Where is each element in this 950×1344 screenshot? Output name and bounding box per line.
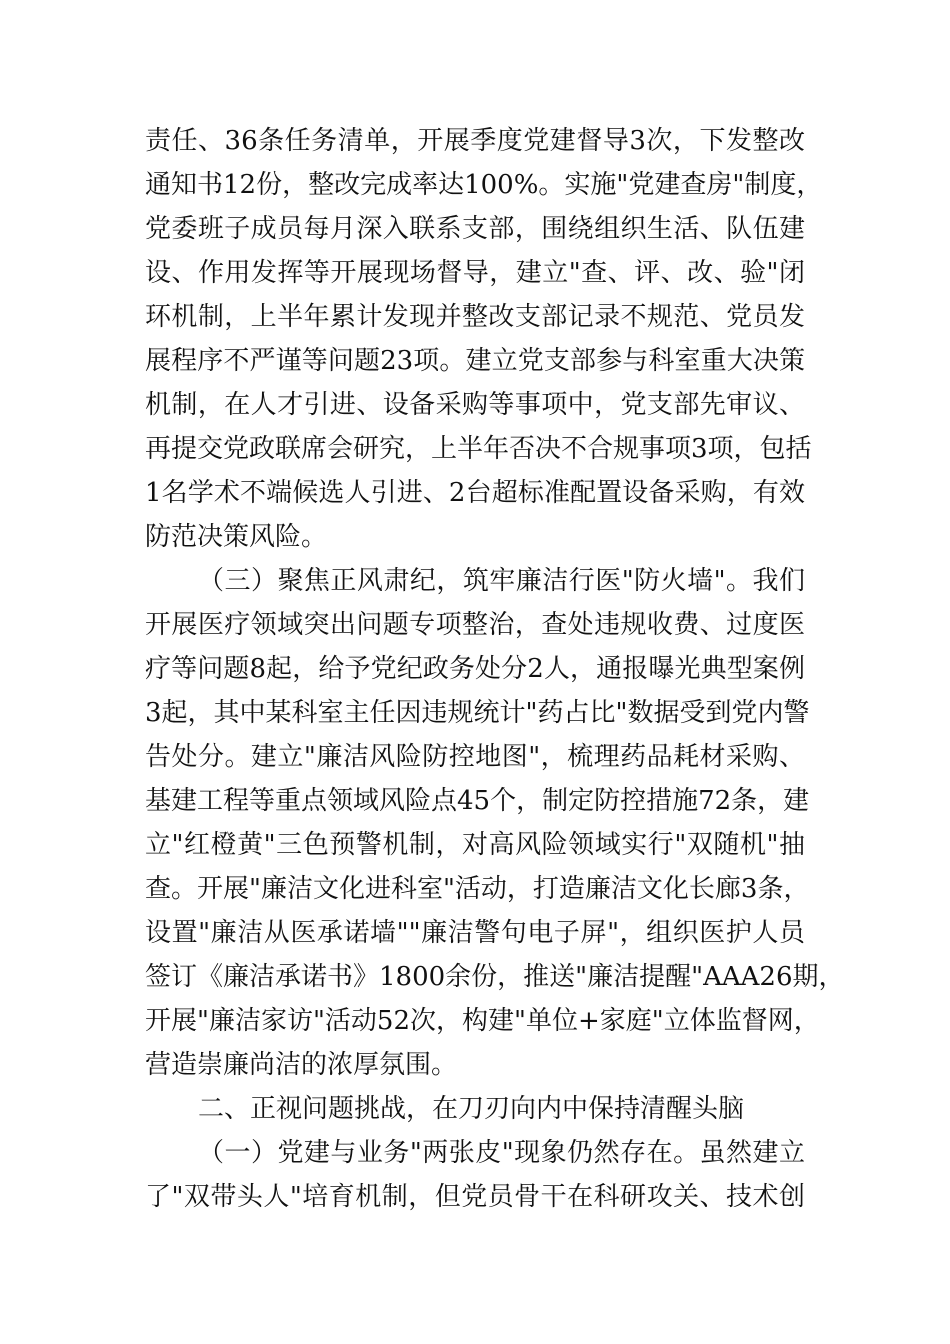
text-line: 环机制，上半年累计发现并整改支部记录不规范、党员发	[145, 302, 805, 332]
text-line: 开展"廉洁家访"活动52次，构建"单位+家庭"立体监督网，	[145, 1006, 820, 1036]
text-line: 设置"廉洁从医承诺墙""廉洁警句电子屏"，组织医护人员	[145, 918, 805, 948]
text-line: 1名学术不端候选人引进、2台超标准配置设备采购，有效	[145, 478, 805, 508]
text-line: 了"双带头人"培育机制，但党员骨干在科研攻关、技术创	[145, 1182, 805, 1212]
text-line: 机制，在人才引进、设备采购等事项中，党支部先审议、	[145, 390, 805, 420]
text-line: 查。开展"廉洁文化进科室"活动，打造廉洁文化长廊3条，	[145, 874, 810, 904]
text-line: 立"红橙黄"三色预警机制，对高风险领域实行"双随机"抽	[145, 830, 805, 860]
text-line: 开展医疗领域突出问题专项整治，查处违规收费、过度医	[145, 610, 805, 640]
text-line: 再提交党政联席会研究，上半年否决不合规事项3项，包括	[145, 434, 812, 464]
text-line: 党委班子成员每月深入联系支部，围绕组织生活、队伍建	[145, 214, 805, 244]
text-line: 告处分。建立"廉洁风险防控地图"，梳理药品耗材采购、	[145, 742, 805, 772]
text-line: 防范决策风险。	[145, 522, 328, 552]
chapter-heading: 二、正视问题挑战，在刀刃向内中保持清醒头脑	[198, 1094, 745, 1124]
text-line: 通知书12份，整改完成率达100%。实施"党建查房"制度，	[145, 170, 823, 200]
text-line: 签订《廉洁承诺书》1800余份，推送"廉洁提醒"AAA26期，	[145, 962, 845, 992]
text-line: 疗等问题8起，给予党纪政务处分2人，通报曝光典型案例	[145, 654, 805, 684]
text-line: 展程序不严谨等问题23项。建立党支部参与科室重大决策	[145, 346, 805, 376]
text-line: 设、作用发挥等开展现场督导，建立"查、评、改、验"闭	[145, 258, 805, 288]
section-heading-line: （三）聚焦正风肃纪，筑牢廉洁行医"防火墙"。我们	[198, 566, 805, 596]
text-line: 责任、36条任务清单，开展季度党建督导3次，下发整改	[145, 126, 805, 156]
section-heading-line: （一）党建与业务"两张皮"现象仍然存在。虽然建立	[198, 1138, 805, 1168]
text-line: 基建工程等重点领域风险点45个，制定防控措施72条，建	[145, 786, 810, 816]
text-line: 营造崇廉尚洁的浓厚氛围。	[145, 1050, 458, 1080]
text-line: 3起，其中某科室主任因违规统计"药占比"数据受到党内警	[145, 698, 810, 728]
